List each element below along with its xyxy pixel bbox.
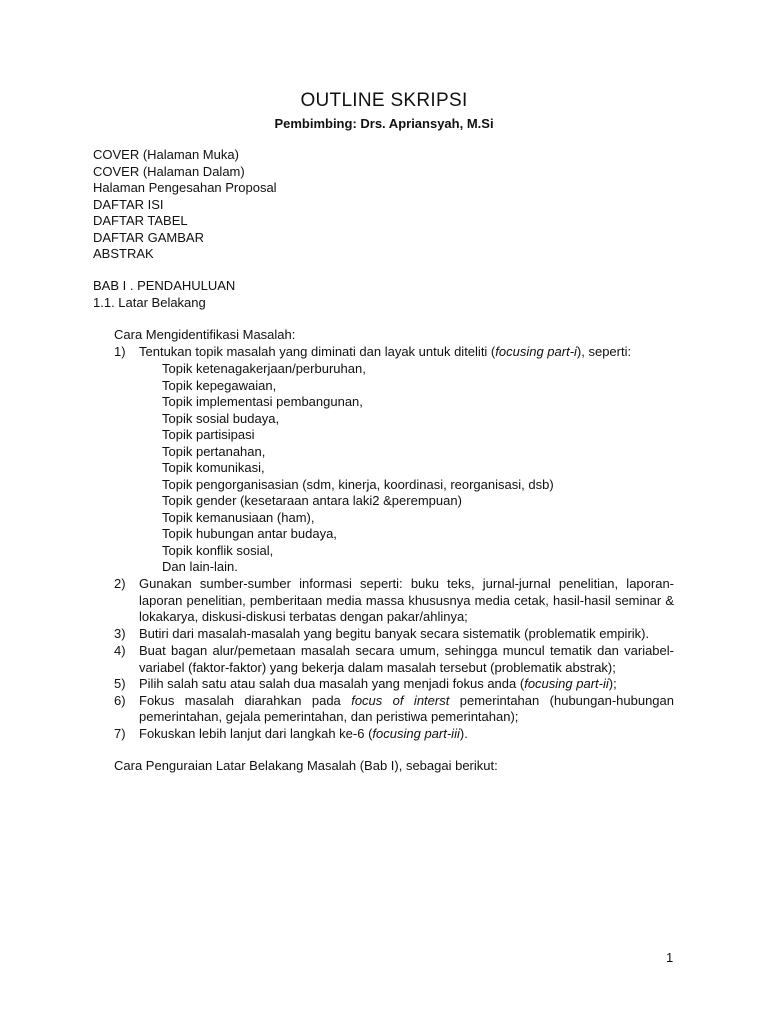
item-number: 3) [114,626,126,641]
front-matter-item: COVER (Halaman Muka) [93,147,239,162]
item-number: 2) [114,576,126,591]
front-matter-item: ABSTRAK [93,246,154,261]
front-matter-item: DAFTAR TABEL [93,213,188,228]
topic-item: Topik ketenagakerjaan/perburuhan, [162,361,366,376]
page-number: 1 [666,950,674,965]
topic-item: Topik hubungan antar budaya, [162,526,337,541]
item-text: Fokuskan lebih lanjut dari langkah ke-6 (focusing part-iii). [139,725,468,741]
item-number: 4) [114,643,126,658]
item-text: Butiri dari masalah-masalah yang begitu banyak secara sistematik (problematik empirik). [139,626,650,641]
item-text: Fokus masalah diarahkan pada focus of interst pemerintahan (hubungan-hubungan pemerintahan, gejala pemerintahan, dan peristiwa pemerintahan); [139,692,674,724]
topic-item: Topik kepegawaian, [162,377,277,393]
topic-item: Topik partisipasi [162,427,255,442]
topic-item: Topik konflik sosial, [162,542,274,558]
item-number: 6) [114,692,126,708]
topic-item: Topik pertanahan, [162,443,266,459]
front-matter-item: DAFTAR GAMBAR [93,229,204,245]
background-heading: Cara Penguraian Latar Belakang Masalah (Bab I), sebagai berikut: [114,758,498,773]
item-text: Buat bagan alur/pemetaan masalah secara umum, sehingga muncul tematik dan variabel-variabel (faktor-faktor) yang bekerja dalam masalah tersebut (problematik abstrak); [139,643,674,675]
topic-item: Topik gender (kesetaraan antara laki2 &perempuan) [162,493,462,508]
topic-item: Topik komunikasi, [162,460,265,475]
page-title: OUTLINE SKRIPSI [300,90,468,111]
item-number: 5) [114,676,126,691]
chapter-heading: BAB I . PENDAHULUAN [93,278,236,293]
topic-item: Topik implementasi pembangunan, [162,394,363,409]
item-text: Gunakan sumber-sumber informasi seperti: buku teks, jurnal-jurnal penelitian, laporan-laporan penelitian, pemberitaan media massa khususnya media cetak, hasil-hasil seminar & lokakarya, diskusi-diskusi terbatas dengan pakar/ahlinya; [139,576,674,624]
topic-item: Topik sosial budaya, [162,410,280,426]
page-subtitle: Pembimbing: Drs. Apriansyah, M.Si [274,116,494,131]
front-matter-item: Halaman Pengesahan Proposal [93,180,277,195]
topic-item: Dan lain-lain. [162,559,238,574]
item-number: 7) [114,725,126,741]
item-text: Tentukan topik masalah yang diminati dan layak untuk diteliti (focusing part-i), seperti: [139,344,632,359]
item-text: Pilih salah satu atau salah dua masalah yang menjadi fokus anda (focusing part-ii); [139,676,617,691]
identify-heading: Cara Mengidentifikasi Masalah: [114,327,296,342]
topic-item: Topik pengorganisasian (sdm, kinerja, koordinasi, reorganisasi, dsb) [162,476,554,492]
front-matter-item: DAFTAR ISI [93,196,164,212]
front-matter-item: COVER (Halaman Dalam) [93,163,245,179]
section-heading: 1.1. Latar Belakang [93,294,206,310]
topic-item: Topik kemanusiaan (ham), [162,509,315,525]
item-number: 1) [114,344,126,359]
